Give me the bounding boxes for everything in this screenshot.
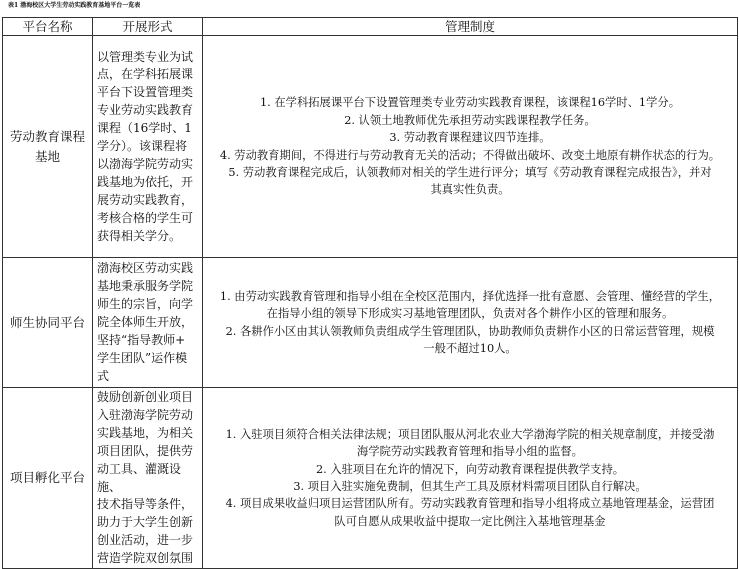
table-row [3, 36, 738, 258]
format-line: 基地秉承服务学院 [97, 279, 194, 294]
table-caption: 表1 渤海校区大学生劳动实践教育基地平台一览表 [8, 2, 141, 9]
format-line: 平台下设置管理类 [97, 85, 194, 100]
platform-name-cell [3, 258, 93, 388]
format-line: 助力于大学生创新 [97, 515, 194, 530]
header-format: 开展形式 [93, 18, 203, 36]
rule-line: 4. 项目成果收益归项目运营团队所有。劳动实践教育管理和指导小组将成立基地管理基金，运营团 [225, 497, 715, 511]
format-line: 技术指导等条件， [97, 497, 194, 512]
platform-name-line: 劳动教育课程 [9, 128, 85, 144]
rule-line: 1. 由劳动实践教育管理和指导小组在全校区范围内，择优选择一批有意愿、会管理、懂经营的学生， [219, 289, 721, 303]
rule-line: 1. 在学科拓展课平台下设置管理类专业劳动实践教育课程，该课程16学时、1学分。 [259, 96, 681, 110]
format-line: 以管理类专业为试 [97, 49, 194, 64]
format-line: 考核合格的学生可 [97, 210, 194, 225]
format-line: 以渤海学院劳动实 [97, 156, 194, 171]
rules-cell [203, 36, 738, 258]
platform-name-line: 师生协同平台 [9, 314, 85, 330]
format-line: 项目团队，提供劳 [97, 443, 194, 458]
rule-line: 在指导小组的领导下形成实习基地管理团队，负责对各个耕作小区的管理和服务。 [266, 307, 674, 321]
format-line: 坚持“指导教师+ [97, 332, 186, 347]
format-line: 获得相关学分。 [97, 228, 182, 243]
platform-name-cell [3, 388, 93, 569]
format-line: 课程（16学时、1 [97, 121, 192, 136]
rule-line: 1. 入驻项目须符合相关法律法规；项目团队服从河北农业大学渤海学院的相关规章制度，并接受渤 [225, 427, 715, 441]
format-line: 渤海校区劳动实践 [97, 261, 194, 276]
platform-name-line: 项目孵化平台 [9, 470, 85, 486]
rule-line: 3. 项目入驻实施免费制，但其生产工具及原材料需项目团队自行解决。 [293, 480, 647, 494]
format-line: 式 [97, 368, 110, 383]
rules-cell [203, 258, 738, 388]
rule-line: 队可自愿从成果收益中提取一定比例注入基地管理基金 [334, 514, 606, 528]
rule-line: 5. 劳动教育课程完成后，认领教师对相关的学生进行评分；填写《劳动教育课程完成报告》，并对 [228, 165, 712, 179]
header-management-rules: 管理制度 [203, 18, 738, 36]
rule-line: 其真实性负责。 [430, 183, 510, 197]
rule-line: 2. 各耕作小区由其认领教师负责组成学生管理团队，协助教师负责耕作小区的日常运营管理，规模 [225, 324, 715, 338]
format-cell [93, 388, 203, 569]
format-line: 专业劳动实践教育 [97, 103, 194, 118]
format-line: 营造学院双创氛围 [97, 551, 194, 566]
rule-line: 一般不超过10人。 [423, 341, 517, 355]
table-row [3, 388, 738, 569]
format-line: 鼓励创新创业项目 [97, 390, 194, 404]
rule-line: 海学院劳动实践教育管理和指导小组的监督。 [357, 445, 583, 459]
format-line: 师生的宗旨，向学 [97, 297, 194, 312]
format-line: 院全体师生开放， [97, 315, 194, 330]
format-line: 学生团队”运作模 [97, 350, 188, 365]
rule-line: 3. 劳动教育课程建议四节连排。 [389, 131, 551, 145]
platform-name-cell [3, 36, 93, 258]
format-line: 创业活动，进一步 [97, 533, 194, 548]
format-line: 践基地为依托，开 [97, 174, 194, 189]
format-line: 入驻渤海学院劳动 [97, 407, 194, 422]
rule-line: 2. 认领土地教师优先承担劳动实践课程教学任务。 [344, 113, 596, 127]
format-cell [93, 258, 203, 388]
rule-line: 4. 劳动教育期间，不得进行与劳动教育无关的活动；不得做出破坏、改变土地原有耕作状态的行为。 [219, 148, 721, 162]
format-line: 实践基地，为相关 [97, 425, 194, 440]
header-platform-name: 平台名称 [3, 18, 93, 36]
table-header-row [3, 18, 738, 36]
rule-line: 2. 入驻项目在允许的情况下，向劳动教育课程提供教学支持。 [315, 462, 625, 476]
format-line: 点，在学科拓展课 [97, 67, 194, 82]
format-line: 展劳动实践教育， [97, 192, 194, 207]
platform-table [2, 17, 738, 569]
rules-cell [203, 388, 738, 569]
format-line: 动工具、灌溉设施、 [97, 461, 182, 494]
format-line: 学分）。该课程将 [97, 139, 188, 154]
format-cell [93, 36, 203, 258]
platform-name-line: 基地 [34, 148, 60, 164]
table-row [3, 258, 738, 388]
